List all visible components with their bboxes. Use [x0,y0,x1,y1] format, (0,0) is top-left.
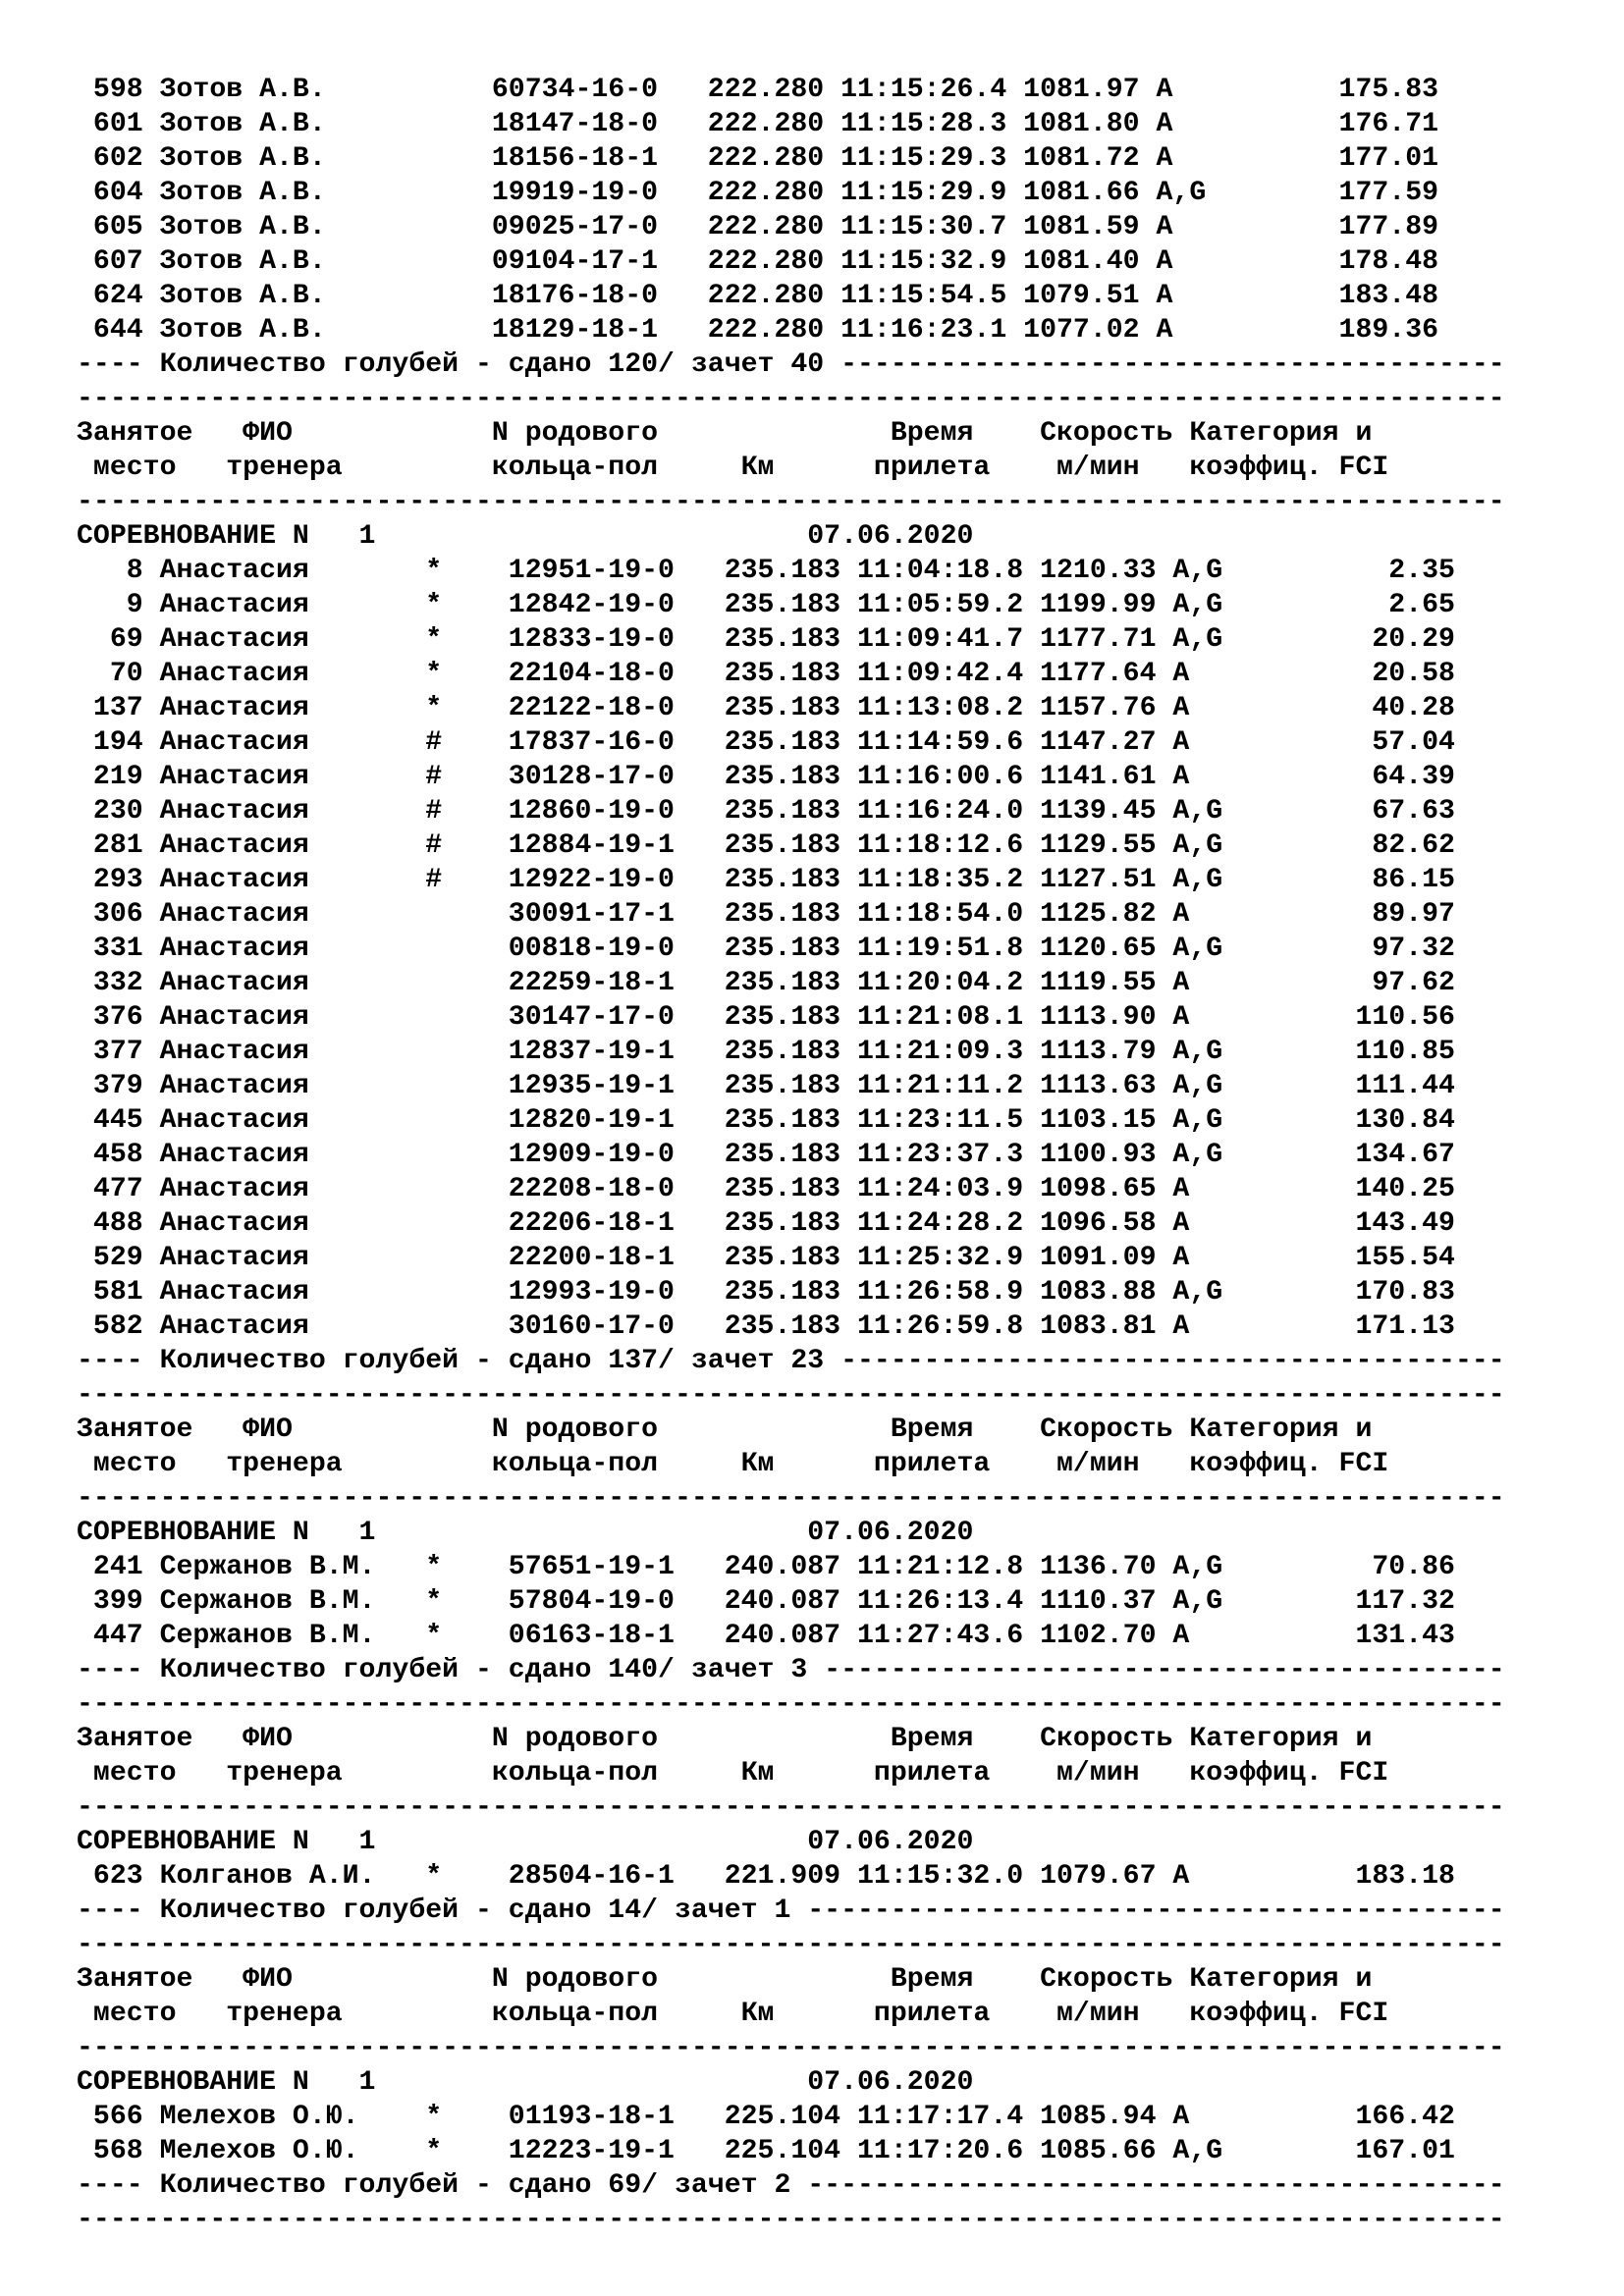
result-row: 194 Анастасия # 17837-16-0 235.183 11:14:59.6 1147.27 A 57.04 [77,727,1455,758]
result-row: 458 Анастасия 12909-19-0 235.183 11:23:37.3 1100.93 A,G 134.67 [77,1140,1455,1170]
column-header-row-1: Занятое ФИО N родового Время Скорость Категория и [77,1724,1373,1754]
result-row: 624 Зотов А.В. 18176-18-0 222.280 11:15:54.5 1079.51 A 183.48 [77,281,1439,311]
result-row: 447 Сержанов В.М. * 06163-18-1 240.087 11:27:43.6 1102.70 A 131.43 [77,1621,1455,1651]
separator-line: -------------------------------------------------------------------------------------- [77,487,1505,517]
result-row: 488 Анастасия 22206-18-1 235.183 11:24:28.2 1096.58 A 143.49 [77,1208,1455,1239]
result-row: 69 Анастасия * 12833-19-0 235.183 11:09:41.7 1177.71 A,G 20.29 [77,624,1455,655]
result-row: 281 Анастасия # 12884-19-1 235.183 11:18:12.6 1129.55 A,G 82.62 [77,830,1455,861]
result-row: 8 Анастасия * 12951-19-0 235.183 11:04:18.8 1210.33 A,G 2.35 [77,556,1455,586]
result-row: 219 Анастасия # 30128-17-0 235.183 11:16:00.6 1141.61 A 64.39 [77,762,1455,792]
result-row: 601 Зотов А.В. 18147-18-0 222.280 11:15:28.3 1081.80 A 176.71 [77,109,1439,139]
competition-header: СОРЕВНОВАНИЕ N 1 07.06.2020 [77,521,974,552]
column-header-row-2: место тренера кольца-пол Км прилета м/мин коэффиц. FCI [77,1449,1389,1479]
summary-line: ---- Количество голубей - сдано 140/ зачет 3 ----------------------------------------- [77,1655,1505,1685]
results-printout [77,73,1569,2237]
result-row: 293 Анастасия # 12922-19-0 235.183 11:18:35.2 1127.51 A,G 86.15 [77,865,1455,895]
result-row: 602 Зотов А.В. 18156-18-1 222.280 11:15:29.3 1081.72 A 177.01 [77,143,1439,174]
result-row: 605 Зотов А.В. 09025-17-0 222.280 11:15:30.7 1081.59 A 177.89 [77,212,1439,242]
result-row: 399 Сержанов В.М. * 57804-19-0 240.087 11:26:13.4 1110.37 A,G 117.32 [77,1586,1455,1617]
competition-header: СОРЕВНОВАНИЕ N 1 07.06.2020 [77,1518,974,1548]
result-row: 607 Зотов А.В. 09104-17-1 222.280 11:15:32.9 1081.40 A 178.48 [77,246,1439,277]
result-row: 376 Анастасия 30147-17-0 235.183 11:21:08.1 1113.90 A 110.56 [77,1002,1455,1033]
result-row: 477 Анастасия 22208-18-0 235.183 11:24:03.9 1098.65 A 140.25 [77,1174,1455,1204]
result-row: 331 Анастасия 00818-19-0 235.183 11:19:51.8 1120.65 A,G 97.32 [77,934,1455,964]
result-row: 137 Анастасия * 22122-18-0 235.183 11:13:08.2 1157.76 A 40.28 [77,693,1455,723]
result-row: 9 Анастасия * 12842-19-0 235.183 11:05:59.2 1199.99 A,G 2.65 [77,590,1455,620]
summary-line: ---- Количество голубей - сдано 120/ зачет 40 ---------------------------------------- [77,349,1505,380]
separator-line: -------------------------------------------------------------------------------------- [77,1483,1505,1514]
result-row: 566 Мелехов О.Ю. * 01193-18-1 225.104 11:17:17.4 1085.94 A 166.42 [77,2102,1455,2132]
column-header-row-1: Занятое ФИО N родового Время Скорость Категория и [77,1415,1373,1445]
summary-line: ---- Количество голубей - сдано 69/ зачет 2 ------------------------------------------ [77,2170,1505,2201]
competition-header: СОРЕВНОВАНИЕ N 1 07.06.2020 [77,2067,974,2098]
result-row: 529 Анастасия 22200-18-1 235.183 11:25:32.9 1091.09 A 155.54 [77,1243,1455,1273]
result-row: 241 Сержанов В.М. * 57651-19-1 240.087 11:21:12.8 1136.70 A,G 70.86 [77,1552,1455,1582]
column-header-row-2: место тренера кольца-пол Км прилета м/мин коэффиц. FCI [77,1758,1389,1789]
column-header-row-2: место тренера кольца-пол Км прилета м/мин коэффиц. FCI [77,453,1389,483]
result-row: 332 Анастасия 22259-18-1 235.183 11:20:04.2 1119.55 A 97.62 [77,968,1455,998]
result-row: 377 Анастасия 12837-19-1 235.183 11:21:09.3 1113.79 A,G 110.85 [77,1037,1455,1067]
summary-line: ---- Количество голубей - сдано 137/ зачет 23 ---------------------------------------- [77,1346,1505,1376]
result-row: 582 Анастасия 30160-17-0 235.183 11:26:59.8 1083.81 A 171.13 [77,1311,1455,1342]
column-header-row-1: Занятое ФИО N родового Время Скорость Категория и [77,1964,1373,1995]
result-row: 70 Анастасия * 22104-18-0 235.183 11:09:42.4 1177.64 A 20.58 [77,659,1455,689]
separator-line: -------------------------------------------------------------------------------------- [77,384,1505,414]
separator-line: -------------------------------------------------------------------------------------- [77,2205,1505,2235]
result-row: 568 Мелехов О.Ю. * 12223-19-1 225.104 11:17:20.6 1085.66 A,G 167.01 [77,2136,1455,2166]
competition-header: СОРЕВНОВАНИЕ N 1 07.06.2020 [77,1827,974,1857]
separator-line: -------------------------------------------------------------------------------------- [77,1930,1505,1960]
separator-line: -------------------------------------------------------------------------------------- [77,1792,1505,1823]
column-header-row-1: Занятое ФИО N родового Время Скорость Категория и [77,418,1373,449]
summary-line: ---- Количество голубей - сдано 14/ зачет 1 ------------------------------------------ [77,1896,1505,1926]
result-row: 230 Анастасия # 12860-19-0 235.183 11:16:24.0 1139.45 A,G 67.63 [77,796,1455,827]
result-row: 581 Анастасия 12993-19-0 235.183 11:26:58.9 1083.88 A,G 170.83 [77,1277,1455,1308]
column-header-row-2: место тренера кольца-пол Км прилета м/мин коэффиц. FCI [77,1999,1389,2029]
separator-line: -------------------------------------------------------------------------------------- [77,1689,1505,1720]
result-row: 379 Анастасия 12935-19-1 235.183 11:21:11.2 1113.63 A,G 111.44 [77,1071,1455,1101]
separator-line: -------------------------------------------------------------------------------------- [77,1380,1505,1411]
result-row: 604 Зотов А.В. 19919-19-0 222.280 11:15:29.9 1081.66 A,G 177.59 [77,178,1439,208]
result-row: 306 Анастасия 30091-17-1 235.183 11:18:54.0 1125.82 A 89.97 [77,899,1455,930]
result-row: 598 Зотов А.В. 60734-16-0 222.280 11:15:26.4 1081.97 A 175.83 [77,75,1439,105]
result-row: 623 Колганов А.И. * 28504-16-1 221.909 11:15:32.0 1079.67 A 183.18 [77,1861,1455,1892]
result-row: 445 Анастасия 12820-19-1 235.183 11:23:11.5 1103.15 A,G 130.84 [77,1105,1455,1136]
separator-line: -------------------------------------------------------------------------------------- [77,2033,1505,2063]
result-row: 644 Зотов А.В. 18129-18-1 222.280 11:16:23.1 1077.02 A 189.36 [77,315,1439,346]
